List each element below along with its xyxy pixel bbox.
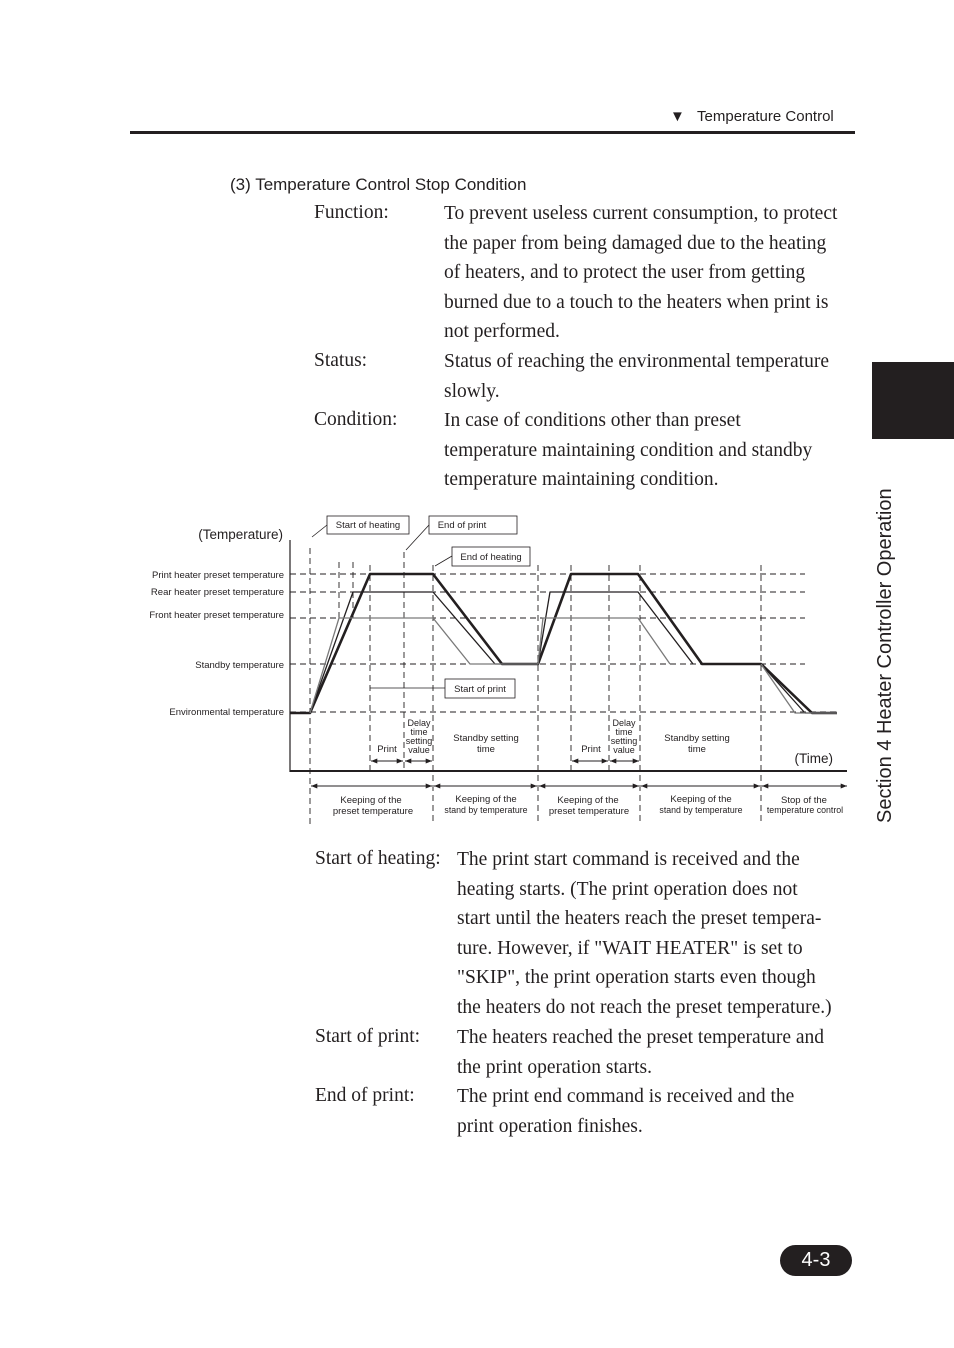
phase-text: Keeping of the bbox=[455, 794, 517, 805]
level-label: Front heater preset temperature bbox=[149, 610, 284, 621]
text-line: the heaters do not reach the preset temperature.) bbox=[457, 996, 832, 1018]
level-label: Standby temperature bbox=[195, 660, 284, 671]
definition-term-status: Status: bbox=[314, 350, 368, 371]
text-line: the paper from being damaged due to the heating bbox=[444, 232, 827, 254]
phase-text: Keeping of the bbox=[340, 795, 402, 806]
interval-print-label: Print bbox=[581, 744, 601, 755]
interval-standby-label bbox=[453, 733, 519, 755]
text-line: temperature maintaining condition. bbox=[444, 469, 719, 491]
text-line: To prevent useless current consumption, to protect bbox=[444, 203, 838, 224]
interval-text: time bbox=[688, 744, 706, 755]
interval-print-label: Print bbox=[377, 744, 397, 755]
page-number: 4-3 bbox=[780, 1245, 852, 1276]
text-line: print operation finishes. bbox=[457, 1115, 643, 1137]
phase-text: Keeping of the bbox=[557, 795, 619, 806]
callout-start-print bbox=[370, 679, 515, 698]
phase-text: Keeping of the bbox=[670, 794, 732, 805]
interval-text: setting bbox=[610, 736, 638, 746]
time-markers bbox=[310, 548, 761, 825]
phase-label bbox=[444, 794, 527, 815]
interval-text: time bbox=[615, 727, 633, 737]
interval-text: Standby setting bbox=[664, 733, 730, 744]
phase-text: stand by temperature bbox=[444, 805, 528, 815]
definition-text-start-print bbox=[457, 1023, 824, 1082]
interval-text: value bbox=[408, 745, 430, 755]
phase-text: preset temperature bbox=[332, 806, 414, 817]
text-line: Status of reaching the environmental temperature bbox=[444, 351, 829, 372]
interval-text: value bbox=[613, 745, 635, 755]
y-axis-label: (Temperature) bbox=[198, 527, 283, 542]
text-line: temperature maintaining condition and standby bbox=[444, 439, 813, 461]
running-header-title: Temperature Control bbox=[697, 108, 834, 125]
callout-start-heating bbox=[312, 516, 409, 537]
interval-text: time bbox=[410, 727, 428, 737]
callout-text: Start of heating bbox=[335, 520, 401, 531]
definition-text-status bbox=[444, 347, 829, 406]
temperature-curves bbox=[290, 574, 837, 713]
text-line: The print end command is received and the bbox=[457, 1086, 795, 1107]
definition-term-start-print: Start of print: bbox=[315, 1026, 421, 1047]
phase-label bbox=[333, 795, 413, 817]
level-label: Rear heater preset temperature bbox=[150, 587, 284, 598]
callout-text: End of print bbox=[437, 520, 487, 531]
level-label: Environmental temperature bbox=[169, 707, 284, 718]
temperature-control-diagram bbox=[125, 510, 855, 830]
interval-text: Delay bbox=[407, 718, 431, 728]
callout-text: Start of print bbox=[454, 684, 506, 695]
interval-text: time bbox=[477, 744, 495, 755]
phase-text: preset temperature bbox=[548, 806, 630, 817]
section-tab bbox=[872, 362, 954, 439]
interval-delay-label bbox=[611, 718, 638, 755]
interval-standby-label bbox=[664, 733, 730, 755]
definition-term-start-heating: Start of heating: bbox=[315, 848, 441, 869]
callout-end-print bbox=[406, 516, 517, 550]
interval-text: Delay bbox=[612, 718, 636, 728]
phase-label bbox=[549, 795, 629, 817]
callout-text: End of heating bbox=[460, 552, 522, 563]
section-side-label-text: Section 4 Heater Controller Operation bbox=[874, 488, 896, 823]
text-line: heating starts. (The print operation does not bbox=[457, 878, 798, 900]
level-label: Print heater preset temperature bbox=[151, 570, 284, 581]
text-line: The print start command is received and the bbox=[457, 849, 800, 870]
definition-term-condition: Condition: bbox=[314, 409, 398, 430]
text-line: burned due to a touch to the heaters when print is bbox=[444, 291, 829, 313]
text-line: ture. However, if "WAIT HEATER" is set to bbox=[457, 937, 803, 959]
phase-text: Stop of the bbox=[781, 795, 827, 806]
definition-term-end-print: End of print: bbox=[315, 1085, 415, 1106]
x-axis-label: (Time) bbox=[794, 751, 833, 766]
triangle-marker-icon: ▼ bbox=[670, 108, 685, 125]
phase-text: temperature control bbox=[766, 805, 844, 815]
interval-delay-label bbox=[406, 718, 433, 755]
text-line: The heaters reached the preset temperature and bbox=[457, 1027, 825, 1048]
text-line: of heaters, and to protect the user from getting bbox=[444, 262, 806, 284]
text-line: the print operation starts. bbox=[457, 1056, 652, 1078]
callout-end-heating bbox=[435, 547, 530, 566]
header-rule bbox=[130, 131, 855, 134]
text-line: start until the heaters reach the preset tempera- bbox=[457, 908, 822, 930]
text-line: In case of conditions other than preset bbox=[444, 410, 741, 431]
running-header bbox=[670, 108, 834, 125]
definition-text-end-print bbox=[457, 1082, 794, 1141]
phase-label bbox=[659, 794, 742, 815]
phase-label bbox=[767, 795, 843, 815]
section-side-label bbox=[870, 448, 900, 823]
definition-text-function bbox=[444, 199, 837, 347]
text-line: not performed. bbox=[444, 321, 560, 343]
definition-text-start-heating bbox=[457, 845, 832, 1023]
interval-text: Standby setting bbox=[453, 733, 519, 744]
definition-text-condition bbox=[444, 406, 812, 495]
section-heading: (3) Temperature Control Stop Condition bbox=[230, 175, 527, 194]
definition-term-function: Function: bbox=[314, 202, 389, 223]
interval-text: setting bbox=[405, 736, 433, 746]
phase-text: stand by temperature bbox=[659, 805, 743, 815]
text-line: slowly. bbox=[444, 380, 500, 402]
text-line: "SKIP", the print operation starts even though bbox=[457, 967, 816, 989]
